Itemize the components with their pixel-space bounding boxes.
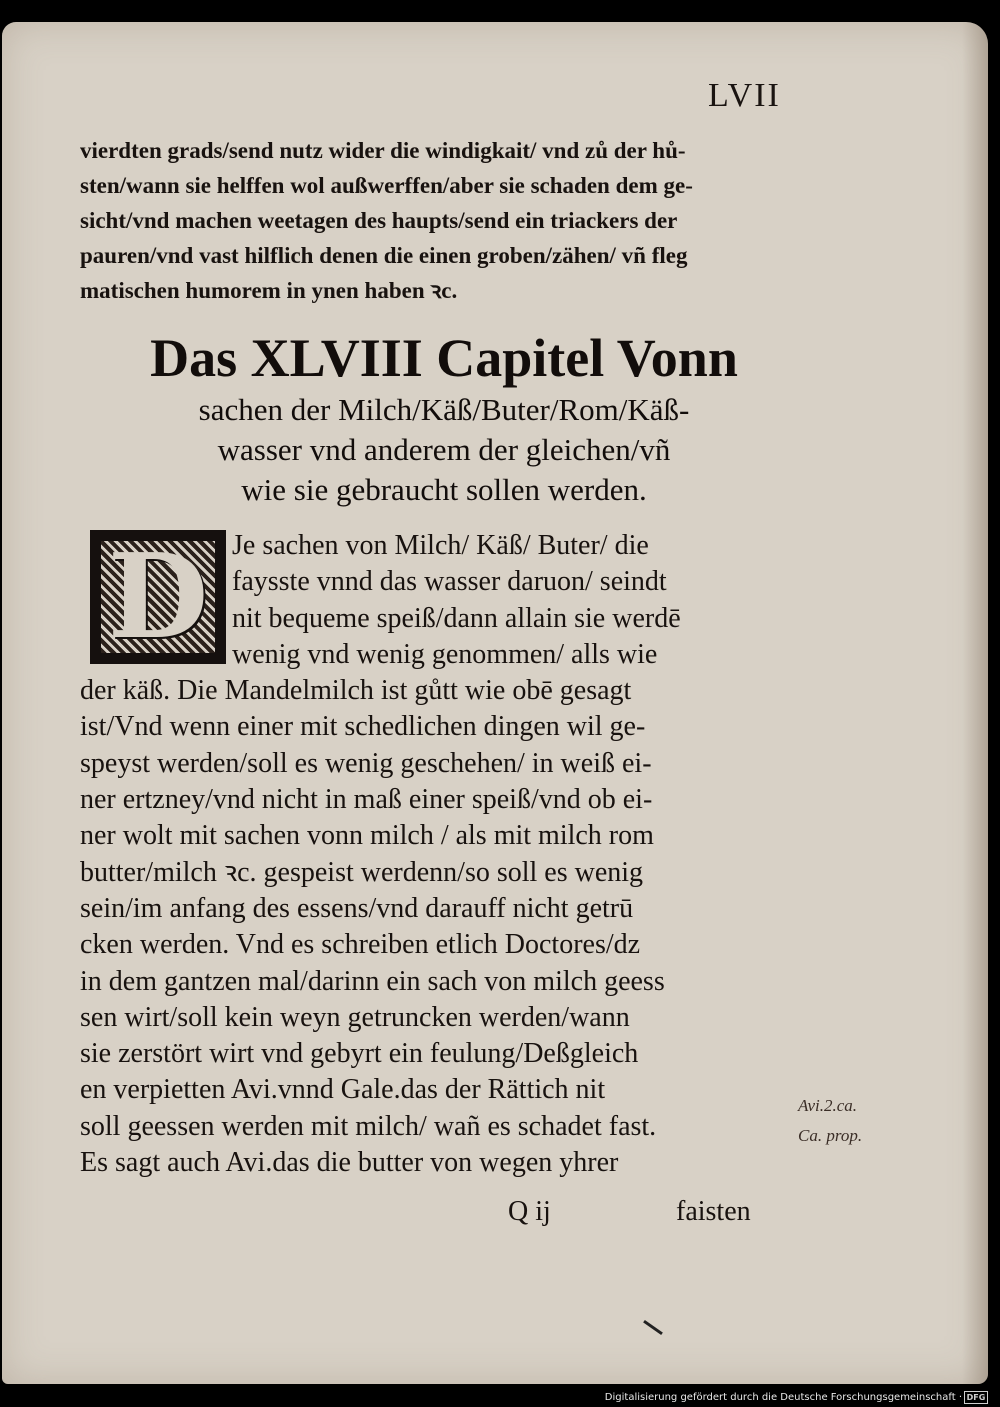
- text-line: sten/wann sie helffen wol außwerffen/aber sie schaden dem ge-: [80, 173, 693, 198]
- text-line: pauren/vnd vast hilflich denen die einen groben/zähen/ vñ fleg: [80, 243, 688, 268]
- text-line: der käß. Die Mandelmilch ist gůtt wie obē gesagt: [80, 675, 632, 707]
- margin-note: Avi.2.ca.: [798, 1096, 858, 1115]
- text-line: speyst werden/soll es wenig geschehen/ in weiß ei-: [80, 747, 652, 779]
- text-line: ner wolt mit sachen vonn milch / als mit milch rom: [80, 820, 654, 852]
- margin-note: Ca. prop.: [798, 1126, 863, 1145]
- chapter-subtitle-line: sachen der Milch/Käß/Buter/Rom/Käß-: [198, 392, 690, 427]
- catchword: faisten: [676, 1196, 751, 1227]
- text-line: Je sachen von Milch/ Käß/ Buter/ die: [232, 530, 649, 561]
- text-line: sicht/vnd machen weetagen des haupts/send ein triackers der: [80, 208, 678, 233]
- chapter-title: Das XLVIII Capitel Vonn: [150, 328, 738, 388]
- text-line: in dem gantzen mal/darinn ein sach von milch geess: [80, 965, 665, 997]
- chapter-heading: [84, 326, 804, 510]
- text-line: matischen humorem in ynen haben ꝛc.: [80, 278, 458, 303]
- initial-letter: D: [107, 529, 209, 665]
- text-line: Es sagt auch Avi.das die butter von wegen yhrer: [80, 1147, 619, 1179]
- digitization-credit: Digitalisierung gefördert durch die Deutsche Forschungsgemeinschaft ·: [604, 1392, 962, 1403]
- text-line: soll geessen werden mit milch/ wañ es schadet fast.: [80, 1110, 657, 1142]
- text-line: vierdten grads/send nutz wider die windigkait/ vnd zů der hů-: [80, 138, 686, 163]
- text-line: cken werden. Vnd es schreiben etlich Doctores/dz: [80, 929, 641, 961]
- text-line: ist/Vnd wenn einer mit schedlichen dingen wil ge-: [80, 711, 646, 743]
- text-line: butter/milch ꝛc. gespeist werdenn/so soll es wenig: [80, 856, 644, 888]
- page-edge-shadow: [962, 22, 988, 1384]
- dfg-logo: DFG: [964, 1391, 988, 1404]
- text-line: sen wirt/soll kein weyn getruncken werden/wann: [80, 1001, 630, 1033]
- text-line: sein/im anfang des essens/vnd darauff nicht getrū: [80, 892, 634, 924]
- folio-number: LVII: [708, 77, 781, 114]
- text-line: wenig vnd wenig genommen/ alls wie: [232, 638, 658, 670]
- text-line: ner ertzney/vnd nicht in maß einer speiß/vnd ob ei-: [80, 784, 653, 816]
- chapter-subtitle-line: wasser vnd anderem der gleichen/vñ: [217, 432, 671, 467]
- body-paragraph: [80, 528, 800, 1181]
- chapter-subtitle-line: wie sie gebraucht sollen werden.: [241, 472, 647, 507]
- text-line: sie zerstört wirt vnd gebyrt ein feulung/Deßgleich: [80, 1038, 639, 1070]
- text-line: nit bequeme speiß/dann allain sie werdē: [232, 602, 681, 634]
- signature-mark: Q ij: [508, 1196, 551, 1227]
- text-line: faysste vnnd das wasser daruon/ seindt: [232, 566, 667, 598]
- top-paragraph: [80, 133, 800, 308]
- text-line: en verpietten Avi.vnnd Gale.das der Rättich nit: [80, 1074, 606, 1106]
